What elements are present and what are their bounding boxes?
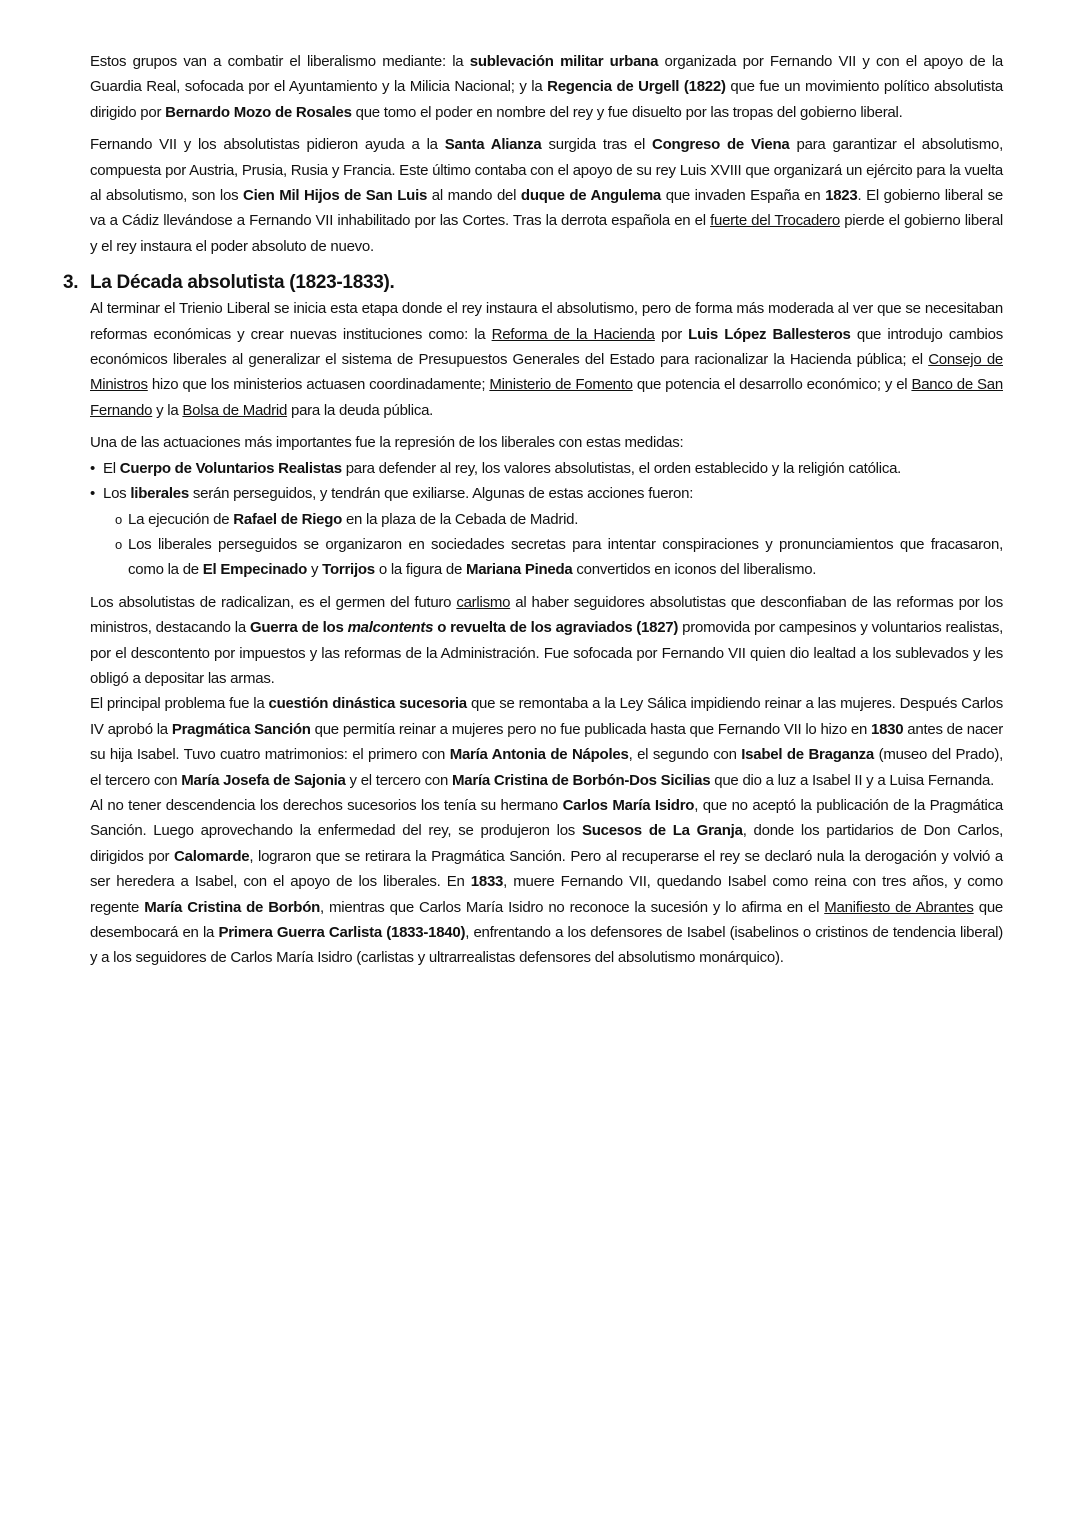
text-run: al haber seguidores absolutistas que desconfiaban de las reformas por los ministros, destacando la bbox=[90, 593, 1003, 637]
text-run: que dio a luz a Isabel II y a Luisa Fernanda. bbox=[710, 771, 995, 789]
text-run: (museo del Prado), el tercero con bbox=[90, 746, 1003, 789]
bold-term: Calomarde bbox=[174, 847, 250, 865]
paragraph bbox=[90, 430, 1003, 455]
underlined-term: Manifiesto de Abrantes bbox=[824, 898, 974, 916]
section-heading bbox=[63, 270, 1003, 296]
bold-term: 1833 bbox=[470, 873, 504, 891]
text-run: , enfrentando a los defensores de Isabel (isabelinos o cristinos de tendencia liberal) y a los seguidores de Carlos María Isidro (carlistas y ultrarrealistas defensores del absolutismo monárquico). bbox=[90, 924, 1004, 967]
text-run: o la figura de bbox=[374, 561, 466, 579]
text-run: Los bbox=[103, 485, 131, 503]
text-run: Estos grupos van a combatir el liberalismo mediante: la bbox=[90, 53, 470, 70]
bold-term: Isabel de Braganza bbox=[741, 746, 874, 764]
document-page bbox=[63, 49, 1004, 971]
underlined-term: Consejo de Ministros bbox=[90, 351, 1003, 394]
text-run: que se remontaba a la Ley Sálica impidiendo reinar a las mujeres. Después Carlos IV aprobó la bbox=[90, 695, 1003, 738]
text-run: convertidos en iconos del liberalismo. bbox=[572, 561, 817, 579]
bold-term: Sucesos de La Granja bbox=[581, 822, 743, 840]
text-run: y el tercero con bbox=[345, 771, 453, 789]
underlined-term: fuerte del Trocadero bbox=[710, 212, 840, 230]
bold-term: liberales bbox=[130, 485, 189, 503]
text-run: surgida tras el bbox=[541, 136, 653, 154]
bold-term: Guerra de los bbox=[249, 619, 348, 637]
text-run: organizada por Fernando VII y con el apoyo de la Guardia Real, sofocada por el Ayuntamiento y la Milicia Nacional; y la bbox=[90, 53, 1004, 96]
bold-term: Mariana Pineda bbox=[465, 561, 573, 579]
text-run: serán perseguidos, y tendrán que exiliarse. Algunas de estas acciones fueron: bbox=[188, 485, 694, 503]
text-run: y bbox=[307, 561, 323, 579]
bold-term: Carlos María Isidro bbox=[562, 796, 695, 814]
bullet-item bbox=[90, 481, 1003, 506]
paragraph bbox=[90, 590, 1003, 692]
paragraph bbox=[90, 296, 1003, 423]
text-run: El bbox=[103, 459, 120, 477]
bold-term: María Josefa de Sajonia bbox=[181, 771, 346, 789]
text-run: Una de las actuaciones más importantes fue la represión de los liberales con estas medidas: bbox=[90, 434, 684, 452]
text-run: antes de nacer su hija Isabel. Tuvo cuatro matrimonios: el primero con bbox=[90, 720, 1004, 764]
bold-term: sublevación militar urbana bbox=[469, 53, 659, 70]
text-run: El principal problema fue la bbox=[90, 695, 269, 713]
bold-term: Bernardo Mozo de Rosales bbox=[165, 103, 352, 121]
text-run: , lograron que se retirara la Pragmática Sanción. Pero al recuperarse el rey se declaró nula la derogación y volvió a ser heredera a Isabel, con el apoyo de los liberales. En bbox=[90, 847, 1003, 891]
underlined-term: carlismo bbox=[456, 593, 511, 611]
text-run: y la bbox=[152, 401, 183, 419]
bold-term: Cuerpo de Voluntarios Realistas bbox=[119, 459, 342, 477]
text-run: Fernando VII y los absolutistas pidieron ayuda a la bbox=[90, 136, 445, 154]
text-run: que invaden España en bbox=[661, 187, 826, 205]
text-run: por bbox=[654, 325, 689, 343]
underlined-term: Banco de San Fernando bbox=[90, 376, 1003, 419]
bold-term: 1830 bbox=[870, 720, 904, 738]
bold-term: cuestión dinástica sucesoria bbox=[268, 695, 467, 713]
bold-term: Luis López Ballesteros bbox=[688, 325, 851, 343]
bold-term: Cien Mil Hijos de San Luis bbox=[243, 187, 428, 205]
text-run: que desembocará en la bbox=[90, 898, 1004, 941]
section-title: La Década absolutista (1823-1833). bbox=[90, 272, 395, 294]
bold-term: Regencia de Urgell (1822) bbox=[547, 78, 726, 96]
text-run: Los absolutistas de radicalizan, es el germen del futuro bbox=[90, 593, 457, 611]
bold-term: Torrijos bbox=[322, 561, 375, 579]
text-run: que introdujo cambios económicos liberales al generalizar el sistema de Presupuestos Generales del Estado para racionalizar la Hacienda pública; el bbox=[90, 325, 1003, 369]
underlined-term: Ministerio de Fomento bbox=[489, 376, 633, 394]
text-run: en la plaza de la Cebada de Madrid. bbox=[342, 510, 579, 528]
text-run: para defender al rey, los valores absolutistas, el orden establecido y la religión católica. bbox=[341, 459, 902, 477]
bold-term: María Antonia de Nápoles bbox=[449, 746, 629, 764]
sub-bullet-item bbox=[90, 507, 1003, 532]
bold-term: malcontents bbox=[347, 619, 434, 637]
paragraph bbox=[90, 132, 1003, 259]
text-run: para la deuda pública. bbox=[287, 401, 434, 419]
sub-bullet-item bbox=[90, 532, 1003, 583]
section-number: 3. bbox=[63, 272, 79, 294]
text-run: pierde el gobierno liberal y el rey instaura el poder absoluto de nuevo. bbox=[90, 212, 1003, 255]
paragraph bbox=[90, 49, 1003, 125]
bold-term: El Empecinado bbox=[202, 561, 308, 579]
text-run: Al no tener descendencia los derechos sucesorios los tenía su hermano bbox=[90, 796, 563, 814]
bold-term: o revuelta de los agraviados (1827) bbox=[433, 619, 679, 637]
underlined-term: Bolsa de Madrid bbox=[182, 401, 288, 419]
text-run: , mientras que Carlos María Isidro no reconoce la sucesión y lo afirma en el bbox=[320, 898, 825, 916]
bold-term: Rafael de Riego bbox=[233, 510, 343, 528]
text-run: Al terminar el Trienio Liberal se inicia esta etapa donde el rey instaura el absolutismo, pero de forma más moderada al ver que se necesitaban reformas económicas y crear nuevas instituciones como: la bbox=[90, 300, 1003, 343]
text-run: para garantizar el absolutismo, compuesta por Austria, Prusia, Rusia y Francia. Este último contaba con el apoyo de su rey Luis XVIII que organizará un ejército para la vuelta al absolutismo, son los bbox=[90, 136, 1004, 205]
text-run: , donde los partidarios de Don Carlos, dirigidos por bbox=[90, 822, 1003, 865]
text-run: , que no aceptó la publicación de la Pragmática Sanción. Luego aprovechando la enfermedad del rey, se produjeron los bbox=[90, 796, 1003, 840]
text-run: promovida por campesinos y voluntarios realistas, por el descontento por impuestos y las reformas de la Administración. Fue sofocada por Fernando VII quien dio lealtad a los sublevados y les obligó a depositar las armas. bbox=[90, 619, 1003, 687]
bold-term: 1823 bbox=[825, 187, 858, 205]
text-run: , muere Fernando VII, quedando Isabel como reina con tres años, y como regente bbox=[90, 873, 1003, 916]
text-run: . El gobierno liberal se va a Cádiz llevándose a Fernando VII inhabilitado por las Cortes. Tras la derrota española en el bbox=[90, 187, 1003, 230]
text-run: que potencia el desarrollo económico; y el bbox=[632, 376, 912, 394]
underlined-term: Reforma de la Hacienda bbox=[491, 325, 655, 343]
bold-term: Santa Alianza bbox=[444, 136, 542, 154]
bold-term: María Cristina de Borbón bbox=[144, 898, 321, 916]
text-run: que tomo el poder en nombre del rey y fue disuelto por las tropas del gobierno liberal. bbox=[351, 103, 903, 121]
text-run: Los liberales perseguidos se organizaron en sociedades secretas para intentar conspiraciones y pronunciamientos que fracasaron, como la de bbox=[128, 535, 1003, 579]
text-run: hizo que los ministerios actuasen coordinadamente; bbox=[147, 376, 490, 394]
paragraph bbox=[90, 691, 1003, 793]
bold-term: Pragmática Sanción bbox=[171, 720, 311, 738]
bold-term: María Cristina de Borbón-Dos Sicilias bbox=[452, 771, 711, 789]
bullet-item bbox=[90, 456, 1003, 481]
text-run: La ejecución de bbox=[128, 510, 234, 528]
bold-term: Congreso de Viena bbox=[652, 136, 790, 154]
bold-term: duque de Angulema bbox=[520, 187, 662, 205]
text-run: al mando del bbox=[427, 187, 521, 205]
bold-term: Primera Guerra Carlista (1833-1840) bbox=[218, 924, 466, 941]
text-run: que fue un movimiento político absolutista dirigido por bbox=[90, 78, 1003, 121]
paragraph bbox=[90, 793, 1003, 971]
text-run: , el segundo con bbox=[628, 746, 742, 764]
text-run: que permitía reinar a mujeres pero no fue publicada hasta que Fernando VII lo hizo en bbox=[310, 720, 871, 738]
